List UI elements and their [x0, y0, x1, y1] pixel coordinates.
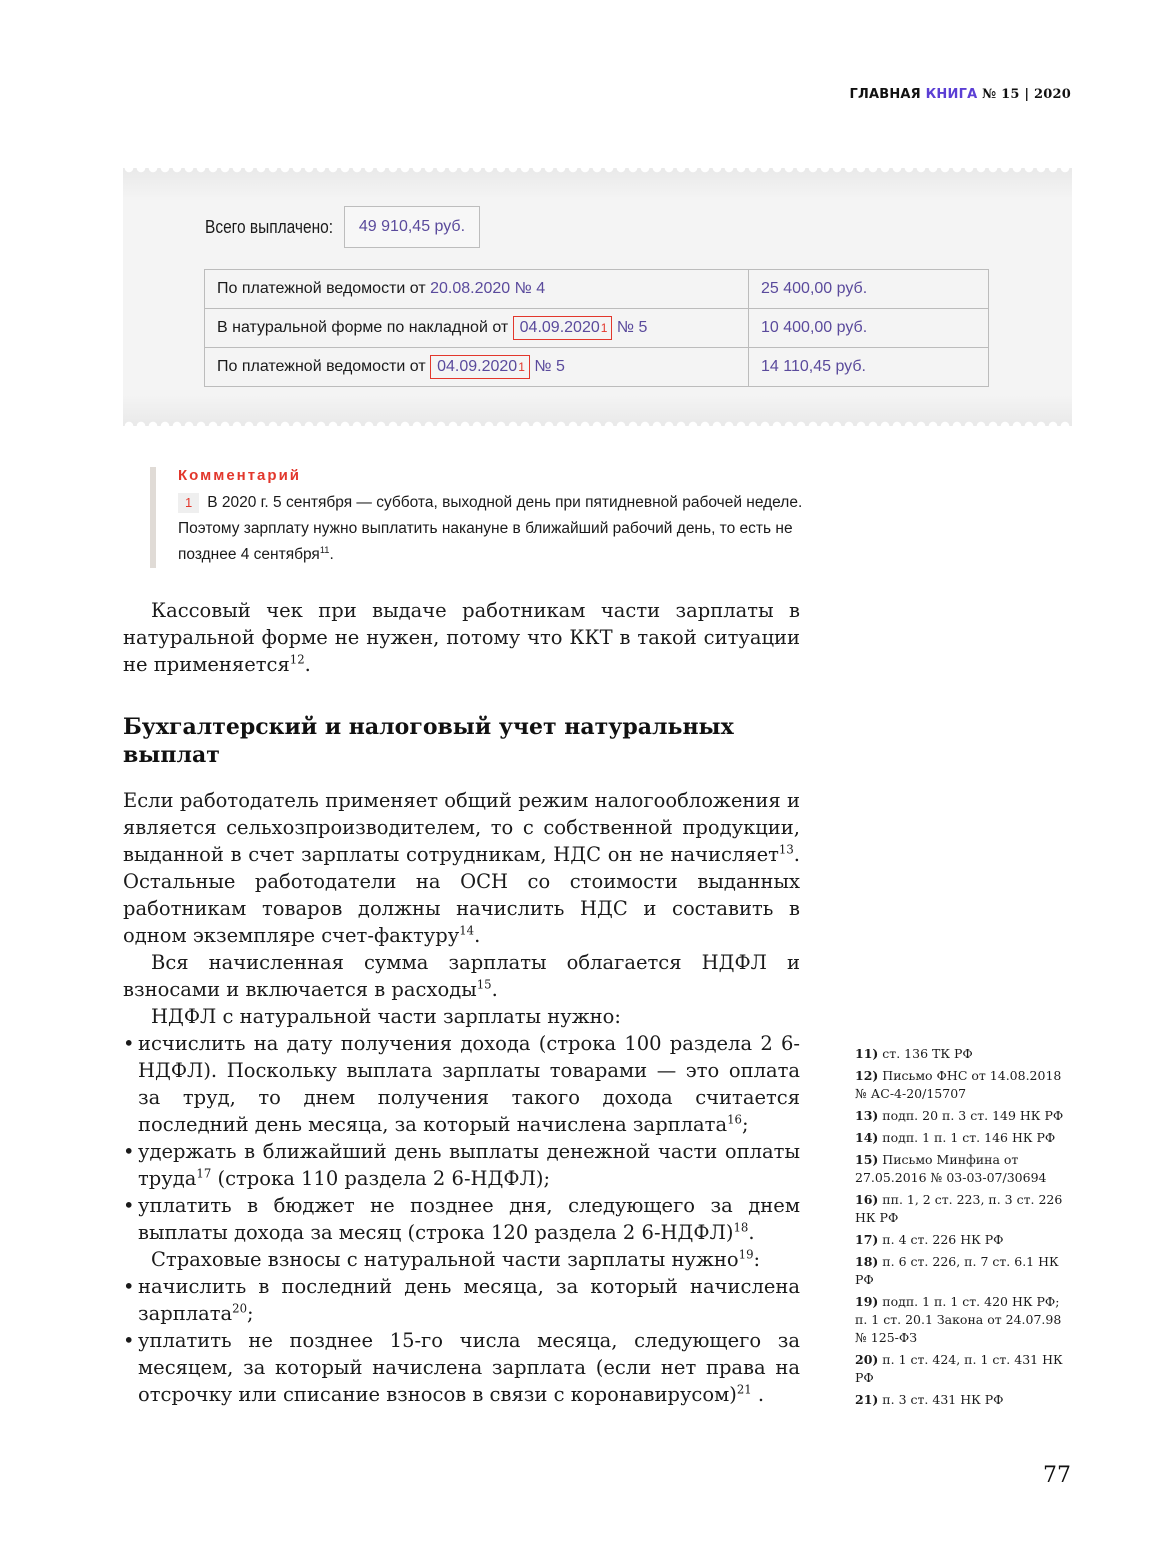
list-item: • исчислить на дату получения дохода (строка 100 раздела 2 6-НДФЛ). Поскольку выплата зарплаты товарами — это оплата за труд, то днем получения такого дохода считается последний день месяца, за который начислена зарплата$^{16}$; [123, 1030, 800, 1138]
table-row [205, 270, 989, 309]
footnote-ref: 13 [778, 842, 794, 857]
footnote: 14) подп. 1 п. 1 ст. 146 НК РФ [855, 1130, 1056, 1145]
footnote: 18) п. 6 ст. 226, п. 7 ст. 6.1 НК РФ [855, 1254, 1059, 1287]
footnote-ref: 12 [289, 652, 305, 667]
footnote-ref: 21 [736, 1382, 752, 1397]
page-number: 77 [1043, 1463, 1071, 1488]
brand-name-part2: КНИГА [925, 87, 978, 102]
list-item: • уплатить в бюджет не позднее дня, следующего за днем выплаты дохода за месяц (строка 120 раздела 2 6-НДФЛ)$^{18}$. [123, 1192, 800, 1246]
footnote: 17) п. 4 ст. 226 НК РФ [855, 1232, 1004, 1247]
highlighted-date: 04.09.20201 [430, 355, 530, 379]
payments-table [204, 269, 989, 387]
footnote-ref: 20 [232, 1301, 248, 1316]
footnotes-column [855, 1045, 1075, 1413]
table-row [205, 348, 989, 387]
list-item: • удержать в ближайший день выплаты денежной части оплаты труда$^{17}$ (строка 110 раздела 2 6-НДФЛ); [123, 1138, 800, 1192]
payment-doc-number: № 5 [534, 358, 565, 375]
payment-doc-number: № 5 [616, 319, 648, 336]
highlighted-date: 04.09.20201 [513, 316, 613, 340]
list-item: • уплатить не позднее 15-го числа месяца, следующего за месяцем, за который начислена зарплата (если нет права на отсрочку или списание взносов в связи с коронавирусом)$^{21}$ . [123, 1327, 800, 1408]
contributions-intro: Страховые взносы с натуральной части зарплаты нужно$^{19}$: [151, 1247, 761, 1271]
comment-block [150, 467, 838, 568]
section-heading: Бухгалтерский и налоговый учет натуральных выплат [123, 714, 734, 768]
payment-description: По платежной ведомости от 20.08.2020 № 4 [205, 270, 749, 309]
footnote: 15) Письмо Минфина от 27.05.2016 № 03-03-07/30694 [855, 1152, 1047, 1185]
payment-doc-number: № 4 [514, 280, 546, 297]
contributions-list [123, 1273, 800, 1408]
footnote-ref: 17 [196, 1166, 212, 1181]
footnote-ref: 11 [319, 544, 330, 555]
payment-description: По платежной ведомости от 04.09.20201 № 5 [205, 348, 749, 387]
payment-amount: 10 400,00 руб. [749, 309, 989, 348]
ndfl-intro: НДФЛ с натуральной части зарплаты нужно: [151, 1005, 621, 1028]
footnote: 13) подп. 20 п. 3 ст. 149 НК РФ [855, 1108, 1064, 1123]
total-paid-label: Всего выплачено: [205, 216, 334, 237]
brand-name-part1: ГЛАВНАЯ [849, 87, 921, 102]
footnote: 16) пп. 1, 2 ст. 223, п. 3 ст. 226 НК РФ [855, 1192, 1063, 1225]
list-item: • начислить в последний день месяца, за который начислена зарплата$^{20}$; [123, 1273, 800, 1327]
main-body [123, 787, 800, 1408]
total-paid-row [205, 206, 480, 248]
running-header [849, 87, 1071, 102]
footnote: 12) Письмо ФНС от 14.08.2018 № АС-4-20/15707 [855, 1068, 1062, 1101]
payment-form-panel [123, 168, 1072, 426]
footnote: 20) п. 1 ст. 424, п. 1 ст. 431 НК РФ [855, 1352, 1063, 1385]
comment-text: 1 В 2020 г. 5 сентября — суббота, выходной день при пятидневной рабочей неделе. Поэтому зарплату нужно выплатить накануне в ближайший рабочий день, то есть не позднее 4 сентября$^{11}$. [178, 494, 803, 563]
footnote-ref: 16 [727, 1112, 742, 1127]
paragraph-cash-receipt: Кассовый чек при выдаче работникам части зарплаты в натуральной форме не нужен, потому что ККТ в такой ситуации не применяется$^{12}$. [123, 599, 800, 676]
payment-description: В натуральной форме по накладной от 04.09.20201 № 5 [205, 309, 749, 348]
total-paid-field: 49 910,45 руб. [344, 206, 480, 248]
footnote-ref: 15 [476, 977, 492, 992]
issue-number: № 15 | 2020 [982, 87, 1071, 102]
footnote: 19) подп. 1 п. 1 ст. 420 НК РФ; п. 1 ст. 20.1 Закона от 24.07.98 № 125-ФЗ [855, 1294, 1062, 1345]
comment-marker: 1 [518, 360, 525, 374]
payment-amount: 14 110,45 руб. [749, 348, 989, 387]
footnote: 21) п. 3 ст. 431 НК РФ [855, 1392, 1004, 1407]
paragraph-vat: Если работодатель применяет общий режим налогообложения и является сельхозпроизводителем, то с собственной продукции, выданной в счет зарплаты сотрудникам, НДС он не начисляет$^{13}$. Остальные работодатели на ОСН со стоимости выданных работникам товаров должны начислить НДС и составить в одном экземпляре счет-фактуру$^{14}$. [123, 789, 800, 947]
payment-amount: 25 400,00 руб. [749, 270, 989, 309]
comment-marker: 1 [600, 321, 608, 335]
footnote-ref: 19 [738, 1247, 754, 1262]
comment-title: Комментарий [178, 467, 302, 484]
ndfl-list [123, 1030, 800, 1246]
table-row [205, 309, 989, 348]
payment-date: 20.08.2020 [430, 280, 511, 297]
footnote-ref: 14 [459, 923, 475, 938]
comment-badge: 1 [178, 493, 199, 513]
footnote-ref: 18 [733, 1220, 749, 1235]
footnote: 11) ст. 136 ТК РФ [855, 1046, 973, 1061]
paragraph-taxation: Вся начисленная сумма зарплаты облагается НДФЛ и взносами и включается в расходы$^{15}$. [123, 951, 800, 1001]
